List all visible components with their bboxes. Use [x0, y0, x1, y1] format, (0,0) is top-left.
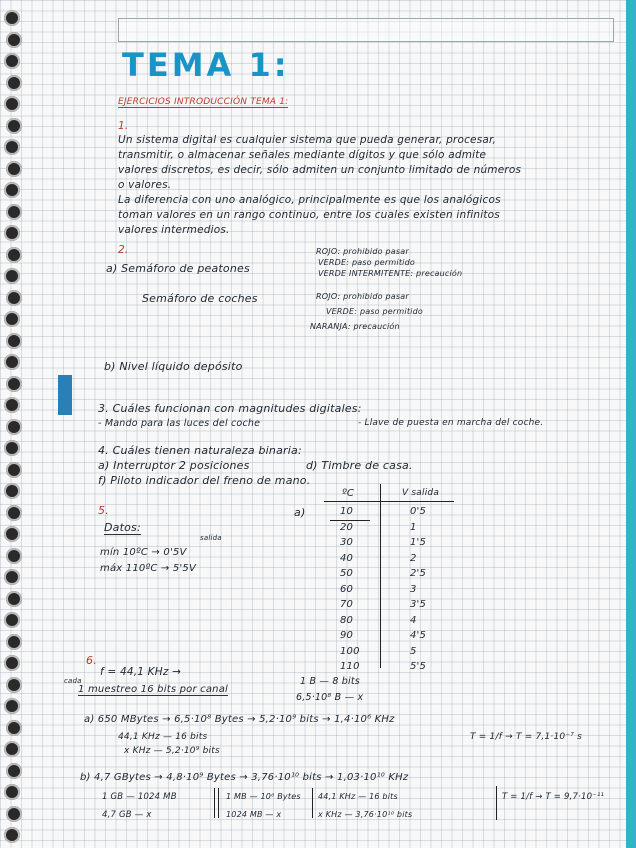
table-cell-voltage: 3 — [410, 583, 417, 595]
ex6-a-rule: 44,1 KHz — 16 bits — [118, 732, 208, 742]
spiral-hole — [4, 569, 20, 585]
spiral-hole — [4, 784, 20, 800]
spiral-hole — [4, 612, 20, 628]
table-cell-celsius: 20 — [340, 521, 354, 533]
spiral-hole — [4, 526, 20, 542]
ex2-coches-state: NARANJA: precaución — [310, 322, 400, 331]
table-cell-celsius: 50 — [340, 568, 354, 579]
table-cell-voltage: 2'5 — [410, 568, 427, 579]
spiral-binding — [0, 0, 44, 848]
spiral-hole — [6, 290, 22, 306]
spiral-hole — [6, 720, 22, 736]
spiral-hole — [6, 806, 22, 822]
ex2-a-state: ROJO: prohibido pasar — [316, 247, 409, 256]
exercise-6-number: 6. — [86, 654, 97, 667]
spiral-hole — [4, 311, 20, 327]
ex6-b-rule: 1 GB — 1024 MB — [102, 792, 177, 802]
ex6-cada: cada — [64, 677, 82, 685]
ex6-a-main: a) 650 MBytes → 6,5·10⁸ Bytes → 5,2·10⁹ bits → 1,4·10⁶ KHz — [84, 714, 395, 725]
spiral-hole — [4, 698, 20, 714]
subtitle: EJERCICIOS INTRODUCCIÓN TEMA 1: — [118, 97, 289, 107]
ex2-a-state: VERDE: paso permitido — [318, 258, 415, 267]
table-cell-celsius: 80 — [340, 614, 354, 626]
table-header-voltage: V salida — [402, 488, 440, 498]
spiral-hole — [6, 75, 22, 91]
ex6-b-rule: x KHz — 3,76·10¹⁰ bits — [318, 810, 413, 819]
ex5-max: máx 110ºC → 5'5V — [100, 563, 196, 574]
spiral-hole — [6, 505, 22, 521]
spiral-hole — [6, 247, 22, 263]
ex6-conv1: 1 B — 8 bits — [300, 676, 360, 687]
divider — [214, 788, 215, 818]
spiral-hole — [4, 741, 20, 757]
spiral-hole — [4, 225, 20, 241]
table-cell-voltage: 3'5 — [410, 599, 427, 610]
ex4-line1b: d) Timbre de casa. — [306, 459, 413, 472]
spiral-hole — [6, 333, 22, 349]
ex5-a-label: a) — [294, 506, 306, 519]
ex2-b-label: b) Nivel líquido depósito — [104, 360, 243, 373]
spiral-hole — [4, 440, 20, 456]
divider — [312, 788, 313, 818]
ex1-line: Un sistema digital es cualquier sistema que pueda generar, procesar, — [118, 134, 497, 146]
ex5-salida: salida — [200, 534, 222, 542]
ex4-line1a: a) Interruptor 2 posiciones — [98, 459, 250, 472]
spiral-hole — [4, 139, 20, 155]
table-cell-celsius: 90 — [340, 630, 354, 641]
ex1-line: La diferencia con uno analógico, principalmente es que los analógicos — [118, 194, 501, 206]
ex5-datos: Datos: — [104, 521, 141, 534]
spiral-hole — [6, 161, 22, 177]
table-cell-voltage: 5'5 — [410, 661, 427, 672]
ex3-item: - Llave de puesta en marcha del coche. — [358, 418, 544, 428]
ex1-line: valores intermedios. — [118, 224, 230, 236]
table-cell-voltage: 4 — [410, 614, 417, 626]
spiral-hole — [6, 462, 22, 478]
spiral-hole — [4, 483, 20, 499]
spiral-hole — [6, 634, 22, 650]
table-cell-celsius: 30 — [340, 537, 354, 548]
ex2-coches-label: Semáforo de coches — [142, 292, 258, 305]
exercise-5-number: 5. — [98, 504, 109, 517]
ex6-b-main: b) 4,7 GBytes → 4,8·10⁹ Bytes → 3,76·10¹⁰ bits → 1,03·10¹⁰ KHz — [80, 772, 409, 783]
exercise-2-number: 2. — [118, 244, 129, 256]
notebook-label-sticker — [58, 375, 72, 415]
table-cell-voltage: 4'5 — [410, 630, 427, 641]
ex6-a-rule: x KHz — 5,2·10⁹ bits — [124, 746, 220, 756]
spiral-hole — [4, 96, 20, 112]
spiral-hole — [4, 354, 20, 370]
ex6-a-period: T = 1/f → T = 7,1·10⁻⁷ s — [470, 732, 583, 742]
ex3-title: 3. Cuáles funcionan con magnitudes digitales: — [98, 402, 362, 415]
ex6-frequency: f = 44,1 KHz → — [100, 666, 182, 678]
ex3-item: - Mando para las luces del coche — [98, 418, 261, 429]
ex1-line: transmitir, o almacenar señales mediante dígitos y que sólo admite — [118, 149, 487, 161]
spiral-hole — [6, 548, 22, 564]
ex2-coches-state: VERDE: paso permitido — [326, 307, 423, 316]
table-cell-celsius: 60 — [340, 583, 354, 595]
divider — [218, 788, 219, 818]
spiral-hole — [6, 118, 22, 134]
spiral-hole — [4, 10, 20, 26]
ex6-b-rule: 1024 MB — x — [226, 810, 282, 819]
spiral-hole — [6, 763, 22, 779]
table-cell-voltage: 2 — [410, 552, 417, 564]
table-cell-voltage: 5 — [410, 645, 417, 657]
spiral-hole — [6, 419, 22, 435]
spiral-hole — [6, 376, 22, 392]
exercise-1-number: 1. — [118, 120, 129, 132]
table-divider — [380, 484, 381, 668]
ex6-b-rule: 44,1 KHz — 16 bits — [318, 792, 398, 801]
spiral-hole — [4, 397, 20, 413]
ex1-line: o valores. — [118, 179, 172, 191]
divider — [496, 786, 497, 820]
ex6-sample: 1 muestreo 16 bits por canal — [78, 684, 229, 695]
header-box — [118, 18, 614, 42]
table-cell-celsius: 100 — [340, 645, 360, 657]
ex1-line: valores discretos, es decir, sólo admiten un conjunto limitado de números — [118, 164, 522, 176]
spiral-hole — [6, 591, 22, 607]
table-cell-voltage: 0'5 — [410, 506, 427, 517]
ex6-b-rule: 1 MB — 10⁶ Bytes — [226, 792, 301, 801]
table-cell-celsius: 70 — [340, 599, 354, 610]
table-header-celsius: ºC — [342, 488, 355, 499]
ex2-a-state: VERDE INTERMITENTE: precaución — [318, 269, 463, 278]
ex1-line: toman valores en un rango continuo, entre los cuales existen infinitos — [118, 209, 500, 221]
page-edge — [626, 0, 636, 848]
ex6-b-period: T = 1/f → T = 9,7·10⁻¹¹ — [502, 792, 605, 802]
ex5-min: mín 10ºC → 0'5V — [100, 547, 187, 558]
table-cell-celsius: 10 — [340, 506, 354, 517]
table-cell-voltage: 1 — [410, 521, 417, 533]
spiral-hole — [6, 204, 22, 220]
spiral-hole — [4, 53, 20, 69]
spiral-hole — [4, 182, 20, 198]
table-header-line — [324, 501, 454, 502]
table-cell-voltage: 1'5 — [410, 537, 427, 548]
spiral-hole — [6, 32, 22, 48]
ex6-conv2: 6,5·10⁸ B — x — [296, 692, 364, 703]
table-cell-celsius: 40 — [340, 552, 354, 564]
ex4-line2: f) Piloto indicador del freno de mano. — [98, 474, 311, 487]
page-title: TEMA 1: — [122, 46, 290, 84]
spiral-hole — [6, 677, 22, 693]
ex2-coches-state: ROJO: prohibido pasar — [316, 292, 409, 301]
ex2-a-label: a) Semáforo de peatones — [106, 262, 250, 275]
ex4-title: 4. Cuáles tienen naturaleza binaria: — [98, 444, 302, 457]
spiral-hole — [4, 827, 20, 843]
spiral-hole — [4, 655, 20, 671]
ex6-b-rule: 4,7 GB — x — [102, 810, 152, 820]
spiral-hole — [4, 268, 20, 284]
table-cell-celsius: 110 — [340, 661, 360, 672]
